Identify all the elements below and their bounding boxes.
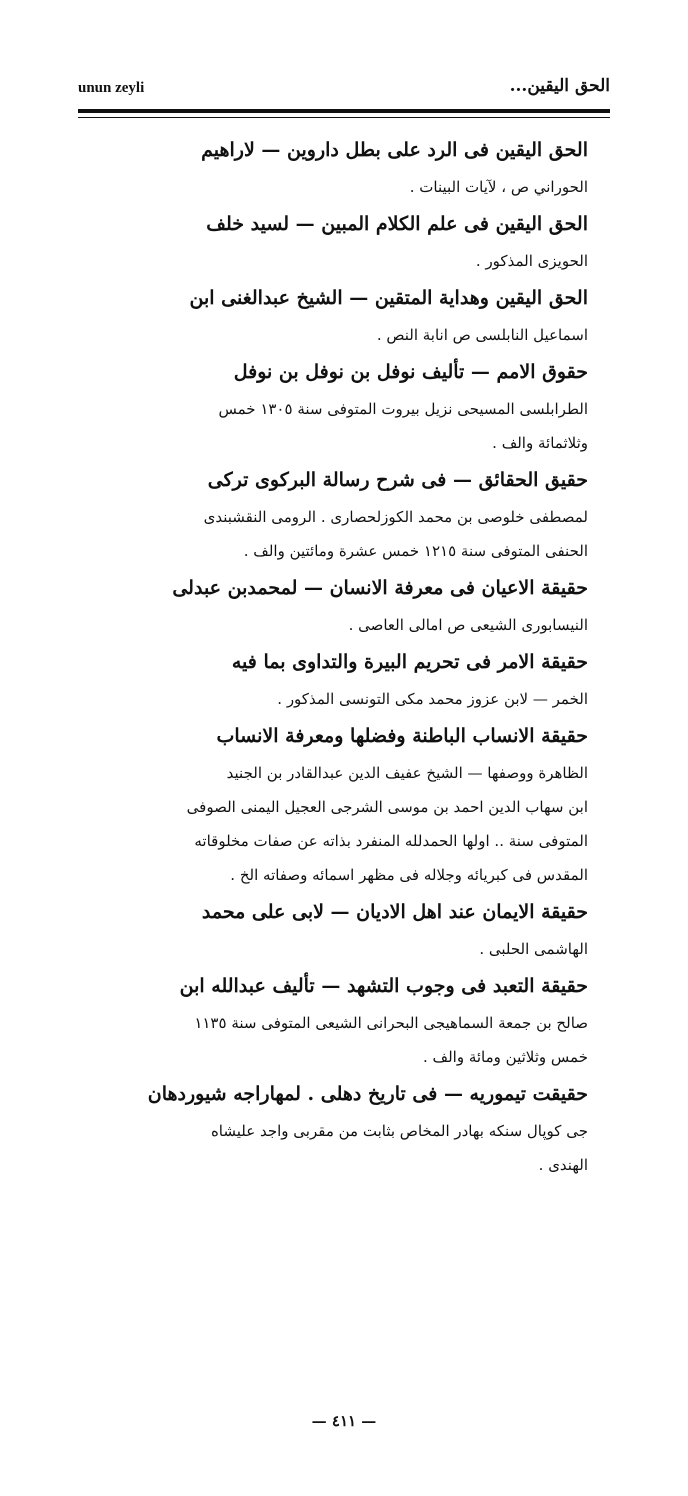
entry-detail-line: الحوراني ص ، لآيات البينات .	[409, 178, 588, 196]
entry-detail-line: الحويزى المذكور .	[475, 252, 588, 270]
entry-title-line: الحق اليقين فى علم الكلام المبين — لسيد خلف	[206, 213, 588, 235]
page-number: — ٤١١ —	[311, 1412, 377, 1430]
entry-detail-line: المقدس فى كبريائه وجلاله فى مظهر اسمائه وصفاته الخ .	[230, 866, 588, 884]
entry-title-line: حقيقت تيموريه — فى تاريخ دهلى . لمهاراجه شيوردهان	[147, 1083, 588, 1105]
bibliography-entry	[100, 1074, 588, 1182]
entry-title-line: حقيقة الايمان عند اهل الاديان — لابى على محمد	[201, 901, 588, 923]
bibliography-entry	[100, 966, 588, 1074]
header-rule-thick	[78, 109, 610, 113]
running-header	[78, 76, 610, 106]
bibliography-entry	[100, 204, 588, 278]
entry-detail-line: الهندى .	[538, 1156, 588, 1174]
bibliography-entry	[100, 892, 588, 966]
entry-detail-line: النيسابورى الشيعى ص امالى العاصى .	[348, 616, 588, 634]
bibliography-entry	[100, 642, 588, 716]
bibliography-entry	[100, 352, 588, 460]
entry-detail-line: وثلاثمائة والف .	[492, 434, 588, 452]
entry-detail-line: صالح بن جمعة السماهيجى البحرانى الشيعى المتوفى سنة ١١٣٥	[194, 1014, 588, 1032]
header-rule-thin	[78, 117, 610, 118]
bibliography-entry	[100, 130, 588, 204]
entry-detail-line: الخمر — لابن عزوز محمد مكى التونسى المذكور .	[277, 690, 588, 708]
author-label: unun zeyli	[78, 80, 145, 96]
entry-title-line: حقوق الامم — تأليف نوفل بن نوفل بن نوفل	[233, 361, 588, 383]
entry-detail-line: الحنفى المتوفى سنة ١٢١٥ خمس عشرة ومائتين والف .	[243, 542, 588, 560]
entry-detail-line: المتوفى سنة .. اولها الحمدلله المنفرد بذاته عن صفات مخلوقاته	[194, 832, 588, 850]
running-title: الحق اليقين...	[509, 76, 610, 96]
entry-detail-line: الطرابلسى المسيحى نزيل بيروت المتوفى سنة ١٣٠٥ خمس	[218, 400, 588, 418]
entry-title-line: الحق اليقين فى الرد على بطل داروين — لاراهيم	[201, 139, 588, 161]
entry-detail-line: لمصطفى خلوصى بن محمد الكوزلحصارى . الرومى النقشبندى	[203, 508, 588, 526]
bibliography-entry	[100, 278, 588, 352]
entry-title-line: الحق اليقين وهداية المتقين — الشيخ عبدالغنى ابن	[189, 287, 588, 309]
entry-detail-line: الهاشمى الحلبى .	[479, 940, 588, 958]
bibliography-entry	[100, 568, 588, 642]
entry-title-line: حقيقة الانساب الباطنة وفضلها ومعرفة الانساب	[216, 725, 588, 747]
entry-detail-line: ابن سهاب الدين احمد بن موسى الشرجى العجيل اليمنى الصوفى	[186, 798, 588, 816]
entry-title-line: حقيقة الامر فى تحريم البيرة والتداوى بما فيه	[231, 651, 588, 673]
entry-title-line: حقيق الحقائق — فى شرح رسالة البركوى تركى	[207, 469, 588, 491]
entry-detail-line: اسماعيل النابلسى ص انابة النص .	[376, 326, 588, 344]
entry-detail-line: الظاهرة ووصفها — الشيخ عفيف الدين عبدالقادر بن الجنيد	[226, 764, 588, 782]
entry-detail-line: خمس وثلاثين ومائة والف .	[423, 1048, 588, 1066]
entry-title-line: حقيقة الاعيان فى معرفة الانسان — لمحمدبن عبدلى	[172, 577, 588, 599]
bibliography-entry	[100, 460, 588, 568]
entry-detail-line: جى كوپال سنكه بهادر المخاص بثابت من مقربى واجد عليشاه	[210, 1122, 588, 1140]
entry-title-line: حقيقة التعبد فى وجوب التشهد — تأليف عبدالله ابن	[179, 975, 588, 997]
bibliography-entry	[100, 716, 588, 892]
entries-list	[100, 130, 588, 1182]
